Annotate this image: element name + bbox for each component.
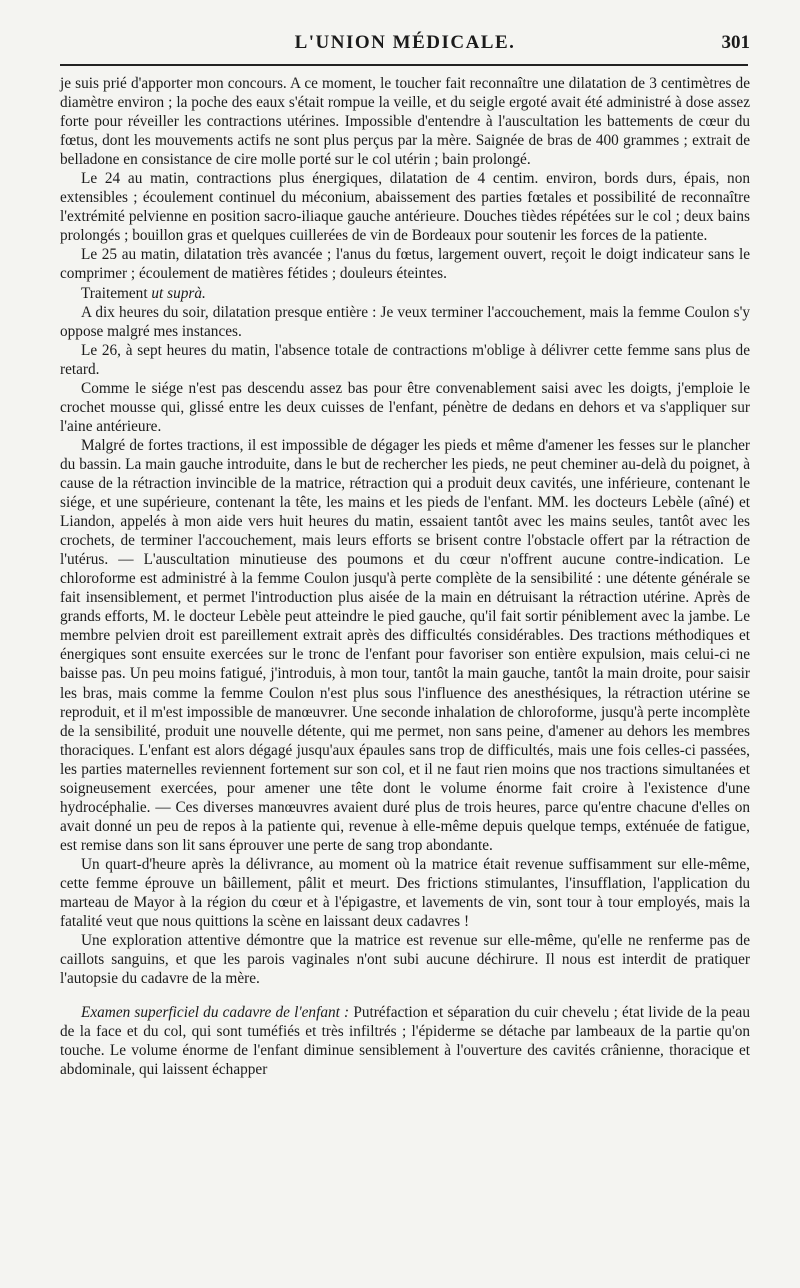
paragraph-hook: Comme le siége n'est pas descendu assez bas pour être convenablement saisi avec les doigts, j'emploie le crochet mousse qui, glissé entre les deux cuisses de l'enfant, pénètre de dedans en dehors et va s'appliquer sur l'aine antérieure. [60, 379, 750, 435]
paragraph-exploration: Une exploration attentive démontre que la matrice est revenue sur elle-même, qu'elle ne renferme pas de caillots sanguins, et que les parois vaginales n'ont subi aucune déchirure. Il nous est interdit de pratiquer l'autopsie du cadavre de la mère. [60, 932, 750, 988]
paragraph-tractions: Malgré de fortes tractions, il est impossible de dégager les pieds et même d'amener les fesses sur le plancher du bassin. La main gauche introduite, dans le but de rechercher les pieds, ne peut cheminer au-delà du poignet, à cause de la rétraction invincible de la matrice, rétraction qui a produit deux cavités, une inférieure, contenant le siége, et une supérieure, contenant la tête, les mains et les pieds de l'enfant. MM. les docteurs Lebèle (aîné) et Liandon, appelés à mon aide vers huit heures du matin, essaient tantôt avec les mains seules, tantôt avec les crochets, de terminer l'accouchement, mais leurs efforts se brisent contre l'obstacle offert par la rétraction de l'utérus. — L'auscultation minutieuse des poumons et du cœur n'offrent aucune contre-indication. Le chloroforme est administré à la femme Coulon jusqu'à perte complète de la sensibilité : une détente générale se fait insensiblement, et permet l'introduction plus aisée de la main en détruisant la rétraction utérine. Après de grands efforts, M. le docteur Lebèle peut atteindre le pied gauche, qu'il fait sortir péniblement avec la jambe. Le membre pelvien droit est pareillement extrait après des difficultés considérables. Des tractions méthodiques et énergiques sont ensuite exercées sur le tronc de l'enfant pour favoriser son entière expulsion, mais celui-ci ne baisse pas. Un peu moins fatigué, j'introduis, à mon tour, tantôt la main gauche, tantôt la main droite, pour saisir les bras, mais comme la femme Coulon n'est plus sous l'influence des anesthésiques, la rétraction utérine se reproduit, et il m'est impossible de manœuvrer. Une seconde inhalation de chloroforme, jusqu'à perte incomplète de la sensibilité, produit une nouvelle détente, qui me permet, non sans peine, d'amener au dehors les membres thoraciques. L'enfant est alors dégagé jusqu'aux épaules sans trop de difficultés, mais une fois celles-ci passées, les parties maternelles reviennent fortement sur son col, et il ne faut rien moins que nos tractions simultanées et soigneusement exercées, pour amener une tête dont le volume énorme fait croire à l'existence d'une hydrocéphalie. — Ces diverses manœuvres avaient duré plus de trois heures, parce qu'entre chacune d'elles on avait donné un peu de repos à la patiente qui, revenue à elle-même depuis quelque temps, exténuée de fatigue, est remise dans son lit sans éprouver une perte de sang trop abondante. [60, 436, 750, 854]
paragraph-day-24: Le 24 au matin, contractions plus énergiques, dilatation de 4 centim. environ, bords durs, épais, non extensibles ; écoulement continuel du méconium, abaissement des parties fœtales et possibilité de reconnaître l'extrémité pelvienne en position sacro-iliaque gauche antérieure. Douches tièdes répétées sur le col ; deux bains prolongés ; bouillon gras et quelques cuillerées de vin de Bordeaux pour soutenir les forces de la patiente. [60, 170, 750, 245]
article-body [60, 74, 750, 1079]
paragraph-evening: A dix heures du soir, dilatation presque entière : Je veux terminer l'accouchement, mais la femme Coulon s'y oppose malgré mes instances. [60, 303, 750, 340]
exam-text: Putréfaction et séparation du cuir chevelu ; état livide de la peau de la face et du col, qui sont tuméfiés et très infiltrés ; l'épiderme se détache par lambeaux de la partie qu'on touche. Le volume énorme de l'enfant diminue sensiblement à l'ouverture des cavités crânienne, thoracique et abdominale, qui laissent échapper [60, 1004, 750, 1079]
paragraph-day-26: Le 26, à sept heures du matin, l'absence totale de contractions m'oblige à délivrer cette femme sans plus de retard. [60, 341, 750, 378]
section-gap [60, 988, 750, 1003]
running-title: L'UNION MÉDICALE. [294, 32, 516, 53]
paragraph-exam [60, 1003, 750, 1079]
treatment-italic: ut suprà. [151, 284, 206, 302]
paragraph-continuation: je suis prié d'apporter mon concours. A ce moment, le toucher fait reconnaître une dilatation de 3 centimètres de diamètre environ ; la poche des eaux s'était rompue la veille, et du seigle ergoté avait été administré à dose assez forte pour réveiller les contractions utérines. Impossible d'entendre à l'auscultation les battements de cœur du fœtus, dont les mouvements actifs ne sont plus perçus par la mère. Saignée de bras de 400 grammes ; extrait de belladone en consistance de cire molle porté sur le col utérin ; bain prolongé. [60, 75, 750, 169]
page-number: 301 [721, 32, 750, 53]
paragraph-day-25: Le 25 au matin, dilatation très avancée ; l'anus du fœtus, largement ouvert, reçoit le doigt indicateur sans le comprimer ; écoulement de matières fétides ; douleurs éteintes. [60, 246, 750, 283]
paragraph-death: Un quart-d'heure après la délivrance, au moment où la matrice était revenue suffisamment sur elle-même, cette femme éprouve un bâillement, pâlit et meurt. Des frictions stimulantes, l'insufflation, l'application du marteau de Mayor à la région du cœur et à l'épigastre, et lavements de vin, sont tour à tour employés, mais la fatalité veut que nous quittions la scène en laissant deux cadavres ! [60, 855, 750, 931]
page-header [60, 30, 750, 60]
exam-heading: Examen superficiel du cadavre de l'enfant : [81, 1004, 350, 1022]
paragraph-treatment [60, 284, 750, 303]
header-rule [60, 64, 748, 66]
treatment-label: Traitement [81, 284, 148, 302]
